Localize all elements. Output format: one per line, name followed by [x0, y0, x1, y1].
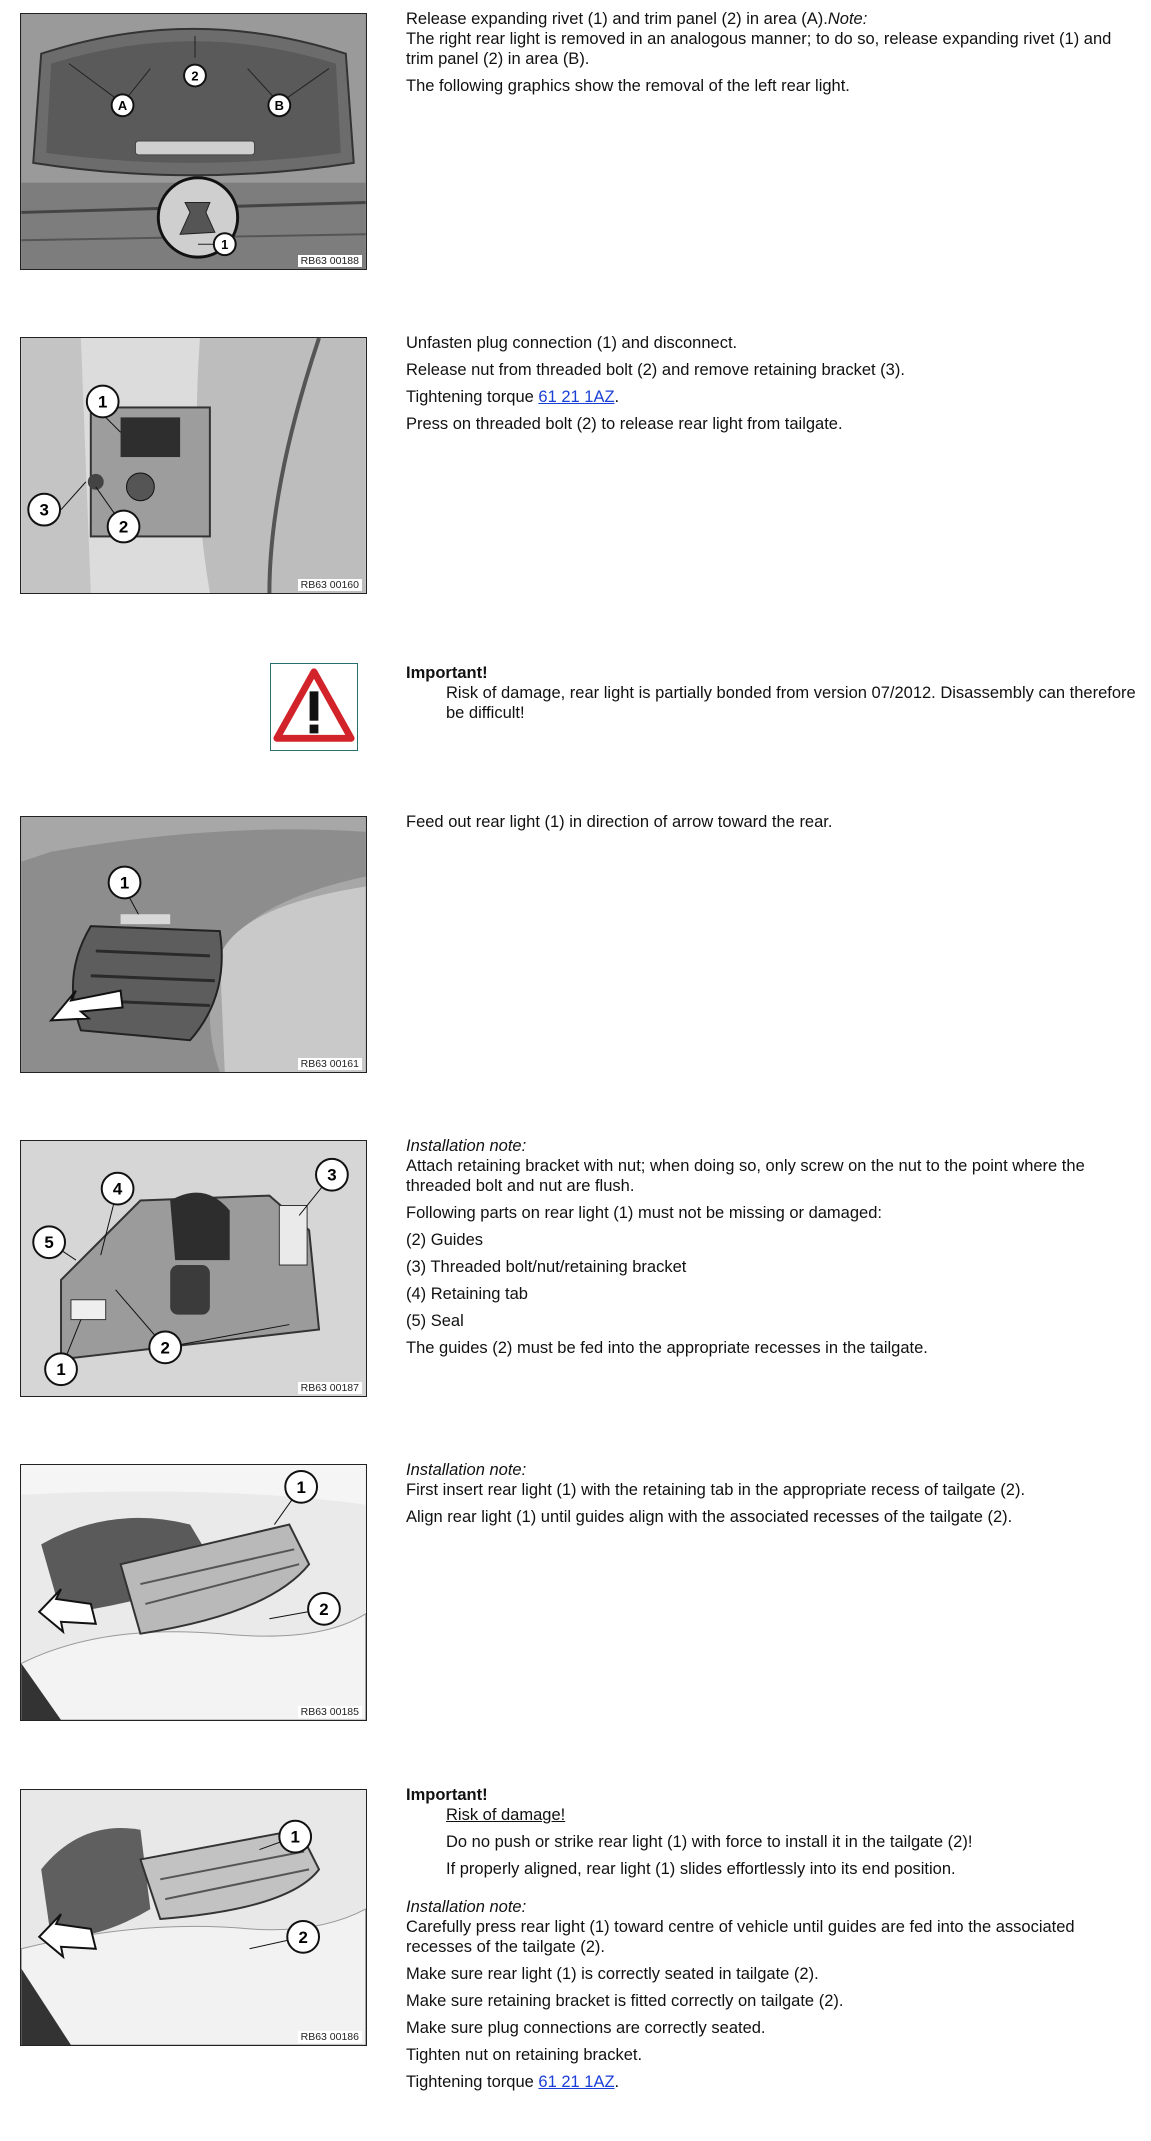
tailgate-trim-illustration: [21, 14, 366, 269]
svg-text:1: 1: [119, 873, 130, 893]
press-rear-light-illustration: [21, 1790, 366, 2045]
callout-2: [308, 1593, 340, 1625]
rear-light-parts-illustration: [21, 1141, 366, 1396]
parts-list-item: (5) Seal: [406, 1312, 464, 1330]
insert-rear-light-illustration: [21, 1465, 366, 1720]
svg-text:1: 1: [296, 1477, 306, 1497]
parts-list-item: (3) Threaded bolt/nut/retaining bracket: [406, 1258, 687, 1276]
callout-1: [285, 1471, 317, 1503]
svg-text:5: 5: [44, 1233, 54, 1253]
step-2-line-1: Unfasten plug connection (1) and disconnect.: [406, 334, 738, 352]
step-4-line-3: The guides (2) must be fed into the appropriate recesses in the tailgate.: [406, 1339, 928, 1357]
warning-message: Risk of damage, rear light is partially bonded from version 07/2012. Disassembly can therefore be difficult!: [446, 684, 1136, 722]
step-1-info: The following graphics show the removal of the left rear light.: [406, 77, 850, 95]
callout-1: [279, 1821, 311, 1853]
step-5-instruction: Installation note: First insert rear light (1) with the retaining tab in the appropriate recess of tailgate (2).: [406, 1461, 1026, 1499]
svg-text:2: 2: [191, 68, 199, 84]
figure-code: RB63 00188: [298, 255, 362, 267]
figure-insert-rear-light: [20, 1464, 367, 1721]
step-3-text: [406, 812, 1136, 839]
step-2-torque: Tightening torque 61 21 1AZ.: [406, 388, 620, 406]
svg-text:1: 1: [56, 1360, 66, 1380]
callout-2: [287, 1921, 319, 1953]
callout-2: [184, 65, 206, 87]
step-2-line-4: Press on threaded bolt (2) to release rear light from tailgate.: [406, 415, 843, 433]
svg-text:2: 2: [160, 1338, 170, 1358]
step-4-line-2: Following parts on rear light (1) must not be missing or damaged:: [406, 1204, 882, 1222]
warning-text: [406, 663, 1136, 730]
figure-code: RB63 00186: [298, 2031, 362, 2043]
step-6-torque: Tightening torque 61 21 1AZ.: [406, 2073, 620, 2091]
figure-code: RB63 00187: [298, 1382, 362, 1394]
svg-text:1: 1: [290, 1827, 300, 1847]
step-2-line-2: Release nut from threaded bolt (2) and remove retaining bracket (3).: [406, 361, 905, 379]
step-6-indent-1: Do no push or strike rear light (1) with force to install it in the tailgate (2)!: [446, 1833, 973, 1851]
torque-link[interactable]: 61 21 1AZ: [538, 388, 615, 406]
step-6-line-3: Make sure retaining bracket is fitted correctly on tailgate (2).: [406, 1992, 844, 2010]
svg-text:2: 2: [298, 1927, 308, 1947]
figure-feed-out-light: [20, 816, 367, 1073]
svg-text:2: 2: [319, 1599, 329, 1619]
callout-1: [45, 1353, 77, 1385]
callout-1: [109, 867, 141, 899]
figure-rear-light-parts: [20, 1140, 367, 1397]
step-6-line-4: Make sure plug connections are correctly seated.: [406, 2019, 766, 2037]
step-4-text: [406, 1136, 1136, 1365]
callout-1: [214, 233, 236, 255]
step-3-line-1: Feed out rear light (1) in direction of arrow toward the rear.: [406, 813, 833, 831]
svg-text:B: B: [274, 98, 284, 114]
callout-2: [149, 1332, 181, 1364]
step-1-instruction: Release expanding rivet (1) and trim panel (2) in area (A).Note: The right rear light is removed in an analogous manner; to do so, release expanding rivet (1) and trim panel (2) in area (B).: [406, 10, 1112, 68]
svg-text:3: 3: [39, 500, 49, 520]
callout-3: [316, 1159, 348, 1191]
parts-list-item: (4) Retaining tab: [406, 1285, 528, 1303]
step-6-line-5: Tighten nut on retaining bracket.: [406, 2046, 643, 2064]
svg-text:4: 4: [112, 1179, 123, 1199]
callout-2: [108, 511, 140, 543]
callout-1: [87, 386, 119, 418]
figure-tailgate-trim: [20, 13, 367, 270]
step-5-text: [406, 1460, 1136, 1534]
step-6-line-2: Make sure rear light (1) is correctly seated in tailgate (2).: [406, 1965, 819, 1983]
callout-A: [112, 94, 134, 116]
figure-code: RB63 00160: [298, 579, 362, 591]
callout-B: [268, 94, 290, 116]
warning-box: [270, 663, 358, 751]
warning-title: Important!: [406, 664, 488, 682]
feed-out-light-illustration: [21, 817, 366, 1072]
callout-4: [102, 1173, 134, 1205]
step-4-instruction: Installation note: Attach retaining bracket with nut; when doing so, only screw on the nut to the point where the threaded bolt and nut are flush.: [406, 1137, 1085, 1195]
warning-triangle-icon: [271, 664, 357, 750]
figure-code: RB63 00161: [298, 1058, 362, 1070]
step-6-indent-2: If properly aligned, rear light (1) slides effortlessly into its end position.: [446, 1860, 956, 1878]
figure-code: RB63 00185: [298, 1706, 362, 1718]
callout-5: [33, 1226, 65, 1258]
figure-press-rear-light: [20, 1789, 367, 2046]
svg-text:1: 1: [221, 237, 229, 253]
svg-text:3: 3: [327, 1165, 337, 1185]
torque-link[interactable]: 61 21 1AZ: [538, 2073, 615, 2091]
step-6-text: [406, 1785, 1136, 2099]
svg-text:1: 1: [98, 392, 108, 412]
step-2-text: [406, 333, 1136, 441]
step-6-instruction: Installation note: Carefully press rear light (1) toward centre of vehicle until guides are fed into the associated recesses of the tailgate (2).: [406, 1898, 1075, 1956]
svg-text:2: 2: [118, 517, 129, 537]
risk-heading: Risk of damage!: [446, 1806, 566, 1824]
callout-3: [28, 494, 60, 526]
parts-list-item: (2) Guides: [406, 1231, 484, 1249]
plug-connection-illustration: [21, 338, 366, 593]
step-1-text: [406, 9, 1136, 103]
important-title: Important!: [406, 1786, 488, 1804]
svg-text:A: A: [117, 98, 128, 114]
step-5-line-2: Align rear light (1) until guides align with the associated recesses of the tailgate (2).: [406, 1508, 1013, 1526]
figure-plug-connection: [20, 337, 367, 594]
